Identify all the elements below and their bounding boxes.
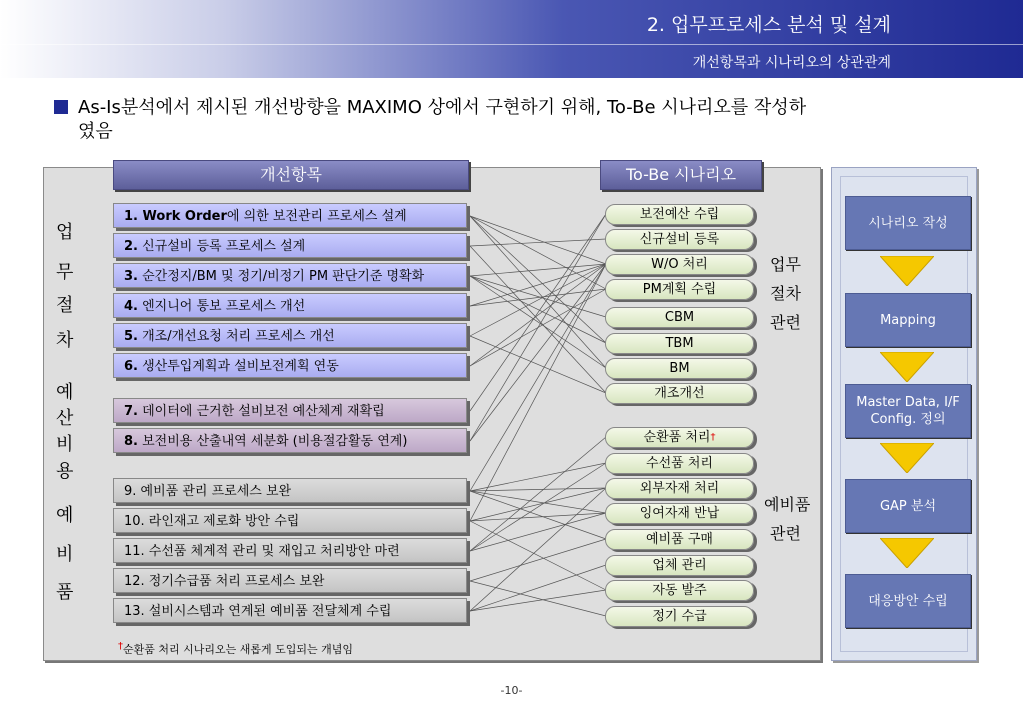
dagger-mark: † — [710, 432, 716, 443]
process-step: GAP 분석 — [845, 479, 971, 533]
process-step: Mapping — [845, 293, 971, 347]
vertical-label: 업 — [56, 222, 74, 243]
connector-line — [470, 488, 606, 521]
connector-line — [470, 264, 606, 441]
vertical-label: 예 — [56, 382, 74, 403]
group-label-line: 업무 — [770, 255, 801, 274]
group-label-line: 관련 — [770, 313, 801, 332]
scenario-pill: 신규설비 등록 — [605, 229, 754, 250]
connector-line — [470, 214, 606, 441]
down-arrow-icon — [880, 256, 934, 286]
page-number: -10- — [500, 684, 523, 697]
connector-line — [470, 216, 606, 289]
scenario-pill: 정기 수급 — [605, 606, 754, 627]
intro-line-2: 였음 — [78, 121, 113, 142]
connector-line — [470, 216, 606, 368]
vertical-label: 산 — [56, 408, 74, 429]
vertical-label: 비 — [56, 544, 74, 565]
scenario-pill: BM — [605, 358, 754, 379]
vertical-label: 절 — [56, 295, 74, 316]
connector-line — [470, 214, 606, 411]
item-text: 신규설비 등록 프로세스 설계 — [137, 239, 306, 254]
item-number: 3. — [124, 269, 138, 284]
connector-line — [470, 565, 606, 611]
page-title: 2. 업무프로세스 분석 및 설계 — [646, 14, 891, 36]
item-number: 5. — [124, 329, 138, 344]
connector-line — [470, 488, 606, 491]
connector-line — [470, 488, 606, 611]
improvement-item — [113, 293, 467, 318]
improvement-item — [113, 568, 467, 593]
item-number: 2. — [124, 239, 138, 254]
group-label-line: 예비품 — [764, 495, 811, 514]
item-text: 12. 정기수급품 처리 프로세스 보완 — [124, 574, 325, 589]
scenario-pill: 업체 관리 — [605, 555, 754, 576]
process-step: 대응방안 수립 — [845, 574, 971, 628]
footnote — [118, 641, 353, 657]
down-arrow-icon — [880, 538, 934, 568]
connector-line — [470, 264, 606, 491]
down-arrow-icon — [880, 443, 934, 473]
scenario-pill: 외부자재 처리 — [605, 478, 754, 499]
connector-line — [470, 463, 606, 491]
item-number: 4. — [124, 299, 138, 314]
item-text: 에 의한 보전관리 프로세스 설계 — [226, 209, 407, 224]
vertical-label: 비 — [56, 434, 74, 455]
footnote-text: 순환품 처리 시나리오는 새롭게 도입되는 개념임 — [123, 643, 354, 656]
group-label-procedure — [770, 250, 801, 337]
connector-line — [470, 590, 606, 611]
group-label-line: 관련 — [770, 524, 801, 543]
vertical-label: 차 — [56, 330, 74, 351]
scenario-pill: W/O 처리 — [605, 254, 754, 275]
connector-line — [470, 264, 606, 521]
group-label-line: 절차 — [770, 284, 801, 303]
connector-line — [470, 276, 606, 343]
item-text: 13. 설비시스템과 연계된 예비품 전달체계 수립 — [124, 604, 392, 619]
item-text: 순간정지/BM 및 정기/비정기 PM 판단기준 명확화 — [137, 269, 425, 284]
page-subtitle: 개선항목과 시나리오의 상관관계 — [692, 55, 891, 71]
improvement-item — [113, 508, 467, 533]
scenario-pill: 수선품 처리 — [605, 453, 754, 474]
improvement-item — [113, 323, 467, 348]
vertical-label: 용 — [56, 461, 74, 482]
improvement-item — [113, 203, 467, 228]
item-number: 6. — [124, 359, 138, 374]
to-be-scenario-header: To-Be 시나리오 — [600, 160, 762, 190]
connector-line — [470, 521, 606, 590]
scenario-pill: 보전예산 수립 — [605, 204, 754, 225]
item-text: 11. 수선품 체계적 관리 및 재입고 처리방안 마련 — [124, 544, 400, 559]
item-text: 생산투입계획과 설비보전계획 연동 — [137, 359, 339, 374]
scenario-pill: TBM — [605, 333, 754, 354]
item-number: 1. Work Order — [124, 209, 227, 224]
improvement-item — [113, 398, 467, 423]
item-text: 10. 라인재고 제로화 방안 수립 — [124, 514, 300, 529]
improvement-item — [113, 353, 467, 378]
improvement-item — [113, 233, 467, 258]
process-step: 시나리오 작성 — [845, 196, 971, 250]
connector-line — [470, 581, 606, 616]
connector-line — [470, 513, 606, 521]
scenario-pill — [605, 427, 754, 448]
scenario-pill: PM계획 수립 — [605, 279, 754, 300]
improvement-item — [113, 538, 467, 563]
connector-line — [470, 246, 606, 393]
item-text: 9. 예비품 관리 프로세스 보완 — [124, 484, 292, 499]
item-text: 데이터에 근거한 설비보전 예산체계 재확립 — [137, 404, 385, 419]
vertical-label: 무 — [56, 262, 74, 283]
group-label-spare-parts — [764, 490, 810, 548]
item-number: 7. — [124, 404, 138, 419]
down-arrow-icon — [880, 352, 934, 382]
connector-line — [470, 463, 606, 551]
item-number: 8. — [124, 434, 138, 449]
scenario-pill: CBM — [605, 307, 754, 328]
vertical-label: 품 — [56, 582, 74, 603]
scenario-pill: 잉여자재 반납 — [605, 503, 754, 524]
dagger-mark: † — [118, 641, 123, 652]
item-text: 엔지니어 통보 프로세스 개선 — [137, 299, 306, 314]
scenario-pill: 자동 발주 — [605, 580, 754, 601]
process-step: Master Data, I/F Config. 정의 — [845, 384, 971, 438]
scenario-pill: 개조개선 — [605, 383, 754, 404]
item-text: 보전비용 산출내역 세분화 (비용절감활동 연계) — [137, 434, 408, 449]
improvement-items-header: 개선항목 — [113, 160, 469, 190]
item-text: 개조/개선요청 처리 프로세스 개선 — [137, 329, 335, 344]
connector-line — [470, 336, 606, 393]
scenario-pill: 예비품 구매 — [605, 529, 754, 550]
improvement-item — [113, 428, 467, 453]
vertical-label: 예 — [56, 505, 74, 526]
intro-line-1: As-Is분석에서 제시된 개선방향을 MAXIMO 상에서 구현하기 위해, To-Be 시나리오를 작성하 — [78, 97, 807, 118]
improvement-item — [113, 598, 467, 623]
scenario-label: 순환품 처리 — [643, 430, 711, 445]
improvement-item — [113, 263, 467, 288]
connector-line — [470, 276, 606, 317]
improvement-item — [113, 478, 467, 503]
